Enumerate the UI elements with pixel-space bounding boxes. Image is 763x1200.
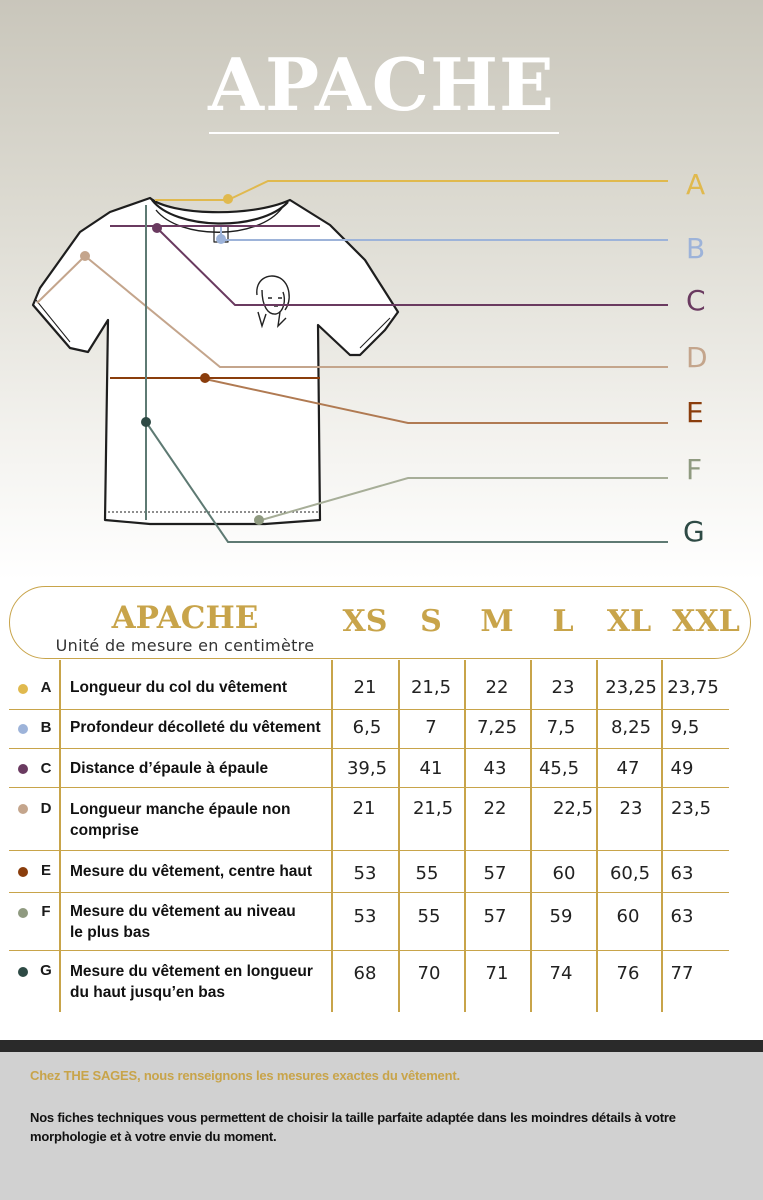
table-divider [661, 660, 663, 1012]
footer-brand-note: Chez THE SAGES, nous renseignons les mesures exactes du vêtement. [30, 1068, 460, 1083]
marker-dot-A [223, 194, 233, 204]
value-xs: 68 [353, 963, 377, 984]
value-l: 7,5 [546, 717, 576, 738]
row-letter: F [41, 903, 51, 920]
row-dot-B [18, 724, 28, 734]
marker-label-A: A [686, 168, 706, 201]
table-divider [464, 660, 466, 1012]
value-m: 43 [483, 758, 507, 779]
table-row-rule [9, 950, 729, 951]
value-xl: 47 [616, 758, 640, 779]
value-s: 55 [415, 863, 439, 884]
value-xl: 23,25 [605, 677, 657, 698]
value-s: 70 [417, 963, 441, 984]
footer-description: Nos fiches techniques vous permettent de choisir la taille parfaite adaptée dans les moindres détails à votre morphologie et à votre envie du moment. [30, 1110, 676, 1144]
table-divider [331, 660, 333, 1012]
value-s: 21,5 [412, 798, 454, 819]
row-label: Distance d’épaule à épaule [70, 760, 269, 777]
table-row-rule [9, 850, 729, 851]
row-dot-D [18, 804, 28, 814]
marker-dot-G [141, 417, 151, 427]
value-xl: 23 [619, 798, 643, 819]
value-l: 45,5 [538, 758, 580, 779]
size-header-s: S [420, 604, 442, 639]
marker-dot-F [254, 515, 264, 525]
row-dot-C [18, 764, 28, 774]
table-divider [398, 660, 400, 1012]
row-dot-A [18, 684, 28, 694]
value-xl: 60,5 [609, 863, 651, 884]
value-xxl: 23,5 [670, 798, 712, 819]
value-xl: 60 [616, 906, 640, 927]
size-table-title: APACHE [111, 600, 259, 636]
size-header-xs: XS [342, 604, 388, 639]
value-m: 71 [485, 963, 509, 984]
value-m: 57 [483, 863, 507, 884]
value-s: 41 [419, 758, 443, 779]
row-letter: B [40, 719, 52, 736]
value-xxl: 63 [670, 906, 694, 927]
tshirt-diagram [0, 0, 763, 580]
value-l: 59 [549, 906, 573, 927]
value-s: 21,5 [410, 677, 452, 698]
row-letter: A [40, 679, 52, 696]
value-xl: 76 [616, 963, 640, 984]
value-xs: 6,5 [352, 717, 382, 738]
value-xs: 53 [353, 906, 377, 927]
marker-dot-C [152, 223, 162, 233]
value-l: 22,5 [552, 798, 594, 819]
row-letter: C [40, 760, 52, 777]
size-table-unit: Unité de mesure en centimètre [55, 636, 315, 655]
value-s: 55 [417, 906, 441, 927]
row-label: Profondeur décolleté du vêtement [70, 719, 321, 736]
value-xxl: 9,5 [670, 717, 700, 738]
row-label: Mesure du vêtement au niveau le plus bas [70, 903, 296, 941]
row-letter: D [40, 800, 52, 817]
value-xl: 8,25 [610, 717, 652, 738]
footer-divider [0, 1040, 763, 1052]
value-xs: 53 [353, 863, 377, 884]
marker-dot-E [200, 373, 210, 383]
row-dot-F [18, 908, 28, 918]
page-title: APACHE [208, 42, 555, 127]
table-divider [596, 660, 598, 1012]
marker-label-C: C [686, 284, 706, 317]
marker-label-G: G [683, 515, 705, 548]
table-divider [530, 660, 532, 1012]
size-header-xxl: XXL [672, 604, 740, 639]
value-xs: 21 [352, 798, 376, 819]
table-row-rule [9, 787, 729, 788]
row-letter: G [40, 962, 52, 979]
value-xxl: 77 [670, 963, 694, 984]
row-letter: E [40, 862, 51, 879]
table-row-rule [9, 709, 729, 710]
row-dot-G [18, 967, 28, 977]
value-l: 74 [549, 963, 573, 984]
row-label: Longueur du col du vêtement [70, 679, 288, 696]
marker-label-F: F [686, 453, 703, 486]
marker-dot-B [216, 234, 226, 244]
row-dot-E [18, 867, 28, 877]
value-xxl: 23,75 [667, 677, 719, 698]
size-header-l: L [552, 604, 574, 639]
value-s: 7 [425, 717, 437, 738]
marker-label-D: D [686, 341, 708, 374]
marker-dot-D [80, 251, 90, 261]
value-m: 57 [483, 906, 507, 927]
value-l: 60 [552, 863, 576, 884]
row-label: Longueur manche épaule non comprise [70, 801, 291, 839]
value-l: 23 [551, 677, 575, 698]
value-m: 22 [485, 677, 509, 698]
value-xxl: 63 [670, 863, 694, 884]
marker-label-E: E [686, 396, 704, 429]
table-row-rule [9, 892, 729, 893]
value-m: 22 [483, 798, 507, 819]
value-xs: 39,5 [346, 758, 388, 779]
value-xxl: 49 [670, 758, 694, 779]
size-header-m: M [480, 604, 514, 639]
value-xs: 21 [353, 677, 377, 698]
size-header-xl: XL [606, 604, 652, 639]
row-label: Mesure du vêtement, centre haut [70, 863, 313, 880]
marker-label-B: B [686, 232, 706, 265]
table-row-rule [9, 748, 729, 749]
tshirt-outline [33, 198, 398, 524]
value-m: 7,25 [476, 717, 518, 738]
table-divider-left [59, 660, 61, 1012]
row-label: Mesure du vêtement en longueur du haut jusqu’en bas [70, 963, 313, 1001]
